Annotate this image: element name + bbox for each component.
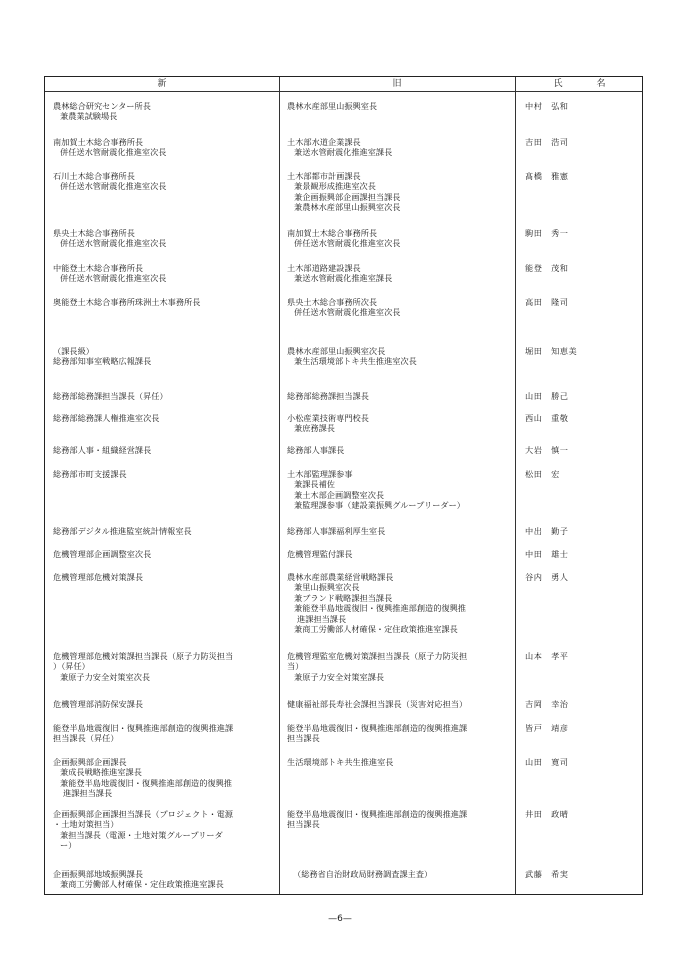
new-position-cell [53, 346, 278, 367]
new-position-line: （課長級） [53, 346, 94, 356]
person-name-cell [525, 651, 635, 661]
new-position-cell [53, 757, 278, 799]
old-position-line: 兼原子力安全対策室課長 [294, 671, 385, 682]
person-name: 中田 雄士 [525, 549, 569, 559]
old-position-line: 兼里山振興室次長 [294, 582, 360, 593]
person-name-cell [525, 391, 635, 401]
new-position-line: 総務部人事・組織経営課長 [53, 445, 152, 455]
new-position-cell [53, 445, 278, 455]
person-name: 山本 孝平 [525, 651, 569, 661]
person-name: 谷内 勇人 [525, 572, 569, 582]
old-position-line: 南加賀土木総合事務所長 [287, 228, 378, 238]
old-position-cell [287, 391, 515, 401]
table-header [45, 77, 642, 92]
old-position-line: 農林水産部里山振興室長 [287, 101, 378, 111]
old-position-line: 兼監理課参事（建設業振興グループリーダー） [294, 500, 465, 511]
person-name: 高田 隆司 [525, 297, 569, 307]
new-position-line: 企画振興部企画課長 [53, 757, 127, 767]
old-position-line: 総務部総務課担当課長 [287, 391, 369, 401]
new-position-line: 兼農業試験場長 [60, 111, 118, 122]
person-name-cell [525, 757, 635, 767]
new-position-line: 兼原子力安全対策室次長 [60, 671, 151, 682]
old-position-line: 危機管理監付課長 [287, 549, 353, 559]
new-position-line: 奥能登土木総合事務所珠洲土木事務所長 [53, 297, 201, 307]
old-position-line: 能登半島地震復旧・復興推進部創造的復興推進課 [287, 723, 468, 733]
old-position-line: 担当課長 [287, 733, 320, 744]
new-position-line: 農林総合研究センター所長 [53, 101, 151, 111]
old-position-cell [287, 869, 521, 879]
person-name: 能登 茂和 [525, 263, 569, 273]
new-position-cell [53, 137, 278, 158]
old-position-cell [287, 346, 515, 367]
new-position-line: 併任送水管耐震化推進室次長 [60, 238, 167, 249]
new-position-cell [53, 869, 278, 890]
person-name-cell [525, 137, 635, 147]
person-name: 武藤 希実 [525, 869, 569, 879]
person-name: 吉田 浩司 [525, 137, 569, 147]
new-position-line: 石川土木総合事務所長 [53, 171, 135, 181]
new-position-cell [53, 263, 278, 284]
new-position-cell [53, 809, 278, 851]
header-old: 旧 [392, 79, 402, 89]
person-name-cell [525, 723, 635, 733]
old-position-line: 進課担当課長 [297, 613, 347, 624]
old-position-line: 土木部道路建設課長 [287, 263, 361, 273]
old-position-cell [287, 723, 515, 744]
new-position-line: 兼能登半島地震復旧・復興推進部創造的復興推 [60, 777, 232, 788]
old-position-line: 健康福祉部長寿社会課担当課長（災害対応担当） [287, 699, 468, 709]
new-position-line: 総務部総務課人権推進室次長 [53, 413, 160, 423]
person-name-cell [525, 549, 635, 559]
old-position-line: （総務省自治財政局財務調査課主査） [293, 869, 433, 879]
person-name: 吉岡 幸治 [525, 699, 569, 709]
person-name: 大岩 慎一 [525, 445, 569, 455]
old-position-line: 兼ブランド戦略課担当課長 [294, 592, 393, 603]
new-position-cell [53, 723, 278, 744]
person-name-cell [525, 297, 635, 307]
old-position-line: 兼景観形成推進室次長 [294, 181, 376, 192]
old-position-line: 生活環境部トキ共生推進室長 [287, 757, 394, 767]
new-position-line: 能登半島地震復旧・復興推進部創造的復興推進課 [53, 723, 234, 733]
old-position-cell [287, 297, 515, 318]
person-name-cell [525, 445, 635, 455]
old-position-line: 総務部人事課福利厚生室長 [287, 526, 386, 536]
old-position-line: 県央土木総合事務所次長 [287, 297, 378, 307]
new-position-line: 総務部知事室戦略広報課長 [53, 356, 152, 367]
old-position-cell [287, 699, 515, 709]
person-name-cell [525, 869, 635, 879]
person-name: 山田 勝己 [525, 391, 569, 401]
person-name-cell [525, 469, 635, 479]
old-position-cell [287, 413, 515, 434]
old-position-line: 能登半島地震復旧・復興推進部創造的復興推進課 [287, 809, 468, 819]
old-position-line: 兼送水管耐震化推進室課長 [294, 147, 393, 158]
person-name: 駒田 秀一 [525, 228, 569, 238]
old-position-line: 総務部人事課長 [287, 445, 345, 455]
old-position-cell [287, 757, 515, 767]
old-position-line: 小松産業技術専門校長 [287, 413, 369, 423]
new-position-line: 県央土木総合事務所長 [53, 228, 135, 238]
old-position-line: 兼送水管耐震化推進室課長 [294, 273, 393, 284]
old-position-cell [287, 101, 515, 111]
new-position-line: 南加賀土木総合事務所長 [53, 137, 144, 147]
new-position-line: 企画振興部企画課担当課長（プロジェクト・電源 [53, 809, 233, 819]
new-position-cell [53, 651, 278, 682]
old-position-line: 危機管理監室危機対策課担当課長（原子力防災担 [287, 651, 468, 661]
old-position-line: 当） [287, 661, 304, 672]
old-position-cell [287, 263, 515, 284]
person-name: 皆戸 靖彦 [525, 723, 569, 733]
old-position-line: 兼生活環境部トキ共生推進室次長 [294, 356, 417, 367]
person-name: 中出 勤子 [525, 526, 569, 536]
old-position-cell [287, 171, 515, 213]
old-position-line: 農林水産部里山振興室次長 [287, 346, 386, 356]
new-position-line: ー） [60, 840, 77, 851]
header-new: 新 [157, 79, 167, 89]
old-position-line: 兼農林水産部里山振興室次長 [294, 202, 401, 213]
page-number: —6— [328, 914, 352, 924]
old-position-cell [287, 228, 515, 249]
new-position-cell [53, 549, 278, 559]
old-position-cell [287, 469, 515, 511]
person-name-cell [525, 809, 635, 819]
person-name: 井田 政晴 [525, 809, 569, 819]
old-position-cell [287, 572, 515, 634]
old-position-line: 兼能登半島地震復旧・復興推進部創造的復興推 [294, 603, 466, 614]
new-position-cell [53, 391, 278, 401]
new-position-cell [53, 469, 278, 479]
personnel-table [44, 76, 643, 895]
new-position-line: 併任送水管耐震化推進室次長 [60, 181, 167, 192]
new-position-line: 危機管理部危機対策課長 [53, 572, 144, 582]
old-position-line: 併任送水管耐震化推進室次長 [294, 307, 401, 318]
old-position-line: 兼企画振興部企画課担当課長 [294, 191, 401, 202]
new-position-line: 危機管理部危機対策課担当課長（原子力防災担当 [53, 651, 234, 661]
old-position-line: 土木部都市計画課長 [287, 171, 361, 181]
person-name-cell [525, 699, 635, 709]
new-position-line: 危機管理部消防保安課長 [53, 699, 144, 709]
new-position-cell [53, 101, 278, 122]
person-name: 山田 寛司 [525, 757, 569, 767]
old-position-line: 併任送水管耐震化推進室次長 [294, 238, 401, 249]
new-position-cell [53, 297, 278, 307]
old-position-cell [287, 445, 515, 455]
old-position-line: 担当課長 [287, 819, 320, 830]
person-name: 堀田 知恵美 [525, 346, 578, 356]
new-position-line: 中能登土木総合事務所長 [53, 263, 144, 273]
old-position-cell [287, 526, 515, 536]
old-position-cell [287, 809, 515, 830]
new-position-line: 危機管理部企画調整室次長 [53, 549, 152, 559]
person-name-cell [525, 572, 635, 582]
header-name-char-1: 氏 [553, 79, 563, 89]
person-name-cell [525, 263, 635, 273]
old-position-line: 兼庶務課長 [294, 423, 335, 434]
person-name: 松田 宏 [525, 469, 560, 479]
new-position-line: 担当課長（昇任） [53, 733, 119, 744]
new-position-line: 総務部総務課担当課長（昇任） [53, 391, 168, 401]
table-body [45, 91, 642, 894]
old-position-line: 兼商工労働部人材確保・定住政策推進室課長 [294, 624, 458, 635]
new-position-line: 併任送水管耐震化推進室次長 [60, 147, 167, 158]
new-position-cell [53, 228, 278, 249]
old-position-line: 農林水産部農業経営戦略課長 [287, 572, 394, 582]
old-position-cell [287, 651, 515, 682]
header-name [515, 77, 644, 91]
new-position-line: ・土地対策担当） [53, 819, 119, 830]
new-position-line: 兼商工労働部人材確保・定住政策推進室課長 [60, 879, 224, 890]
person-name: 髙橋 雅憲 [525, 171, 569, 181]
person-name-cell [525, 413, 635, 423]
person-name-cell [525, 171, 635, 181]
new-position-line: 兼成長戦略推進室課長 [60, 767, 142, 778]
person-name-cell [525, 346, 635, 356]
new-position-cell [53, 526, 278, 536]
new-position-line: ）（昇任） [53, 661, 90, 672]
person-name-cell [525, 101, 635, 111]
new-position-line: 併任送水管耐震化推進室次長 [60, 273, 167, 284]
person-name-cell [525, 228, 635, 238]
person-name: 西山 重敬 [525, 413, 569, 423]
old-position-line: 土木部水道企業課長 [287, 137, 361, 147]
new-position-cell [53, 572, 278, 582]
old-position-line: 兼課長補佐 [294, 479, 335, 490]
new-position-line: 総務部市町支援課長 [53, 469, 127, 479]
new-position-line: 総務部デジタル推進監室統計情報室長 [53, 526, 192, 536]
new-position-line: 企画振興部地域振興課長 [53, 869, 144, 879]
new-position-cell [53, 413, 278, 423]
header-name-char-2: 名 [596, 79, 606, 89]
person-name: 中村 弘和 [525, 101, 569, 111]
old-position-cell [287, 549, 515, 559]
new-position-line: 兼担当課長（電源・土地対策グループリーダ [60, 829, 223, 840]
new-position-line: 進課担当課長 [63, 788, 113, 799]
new-position-cell [53, 171, 278, 192]
old-position-line: 兼土木部企画調整室次長 [294, 489, 385, 500]
old-position-cell [287, 137, 515, 158]
person-name-cell [525, 526, 635, 536]
new-position-cell [53, 699, 278, 709]
old-position-line: 土木部監理課参事 [287, 469, 353, 479]
